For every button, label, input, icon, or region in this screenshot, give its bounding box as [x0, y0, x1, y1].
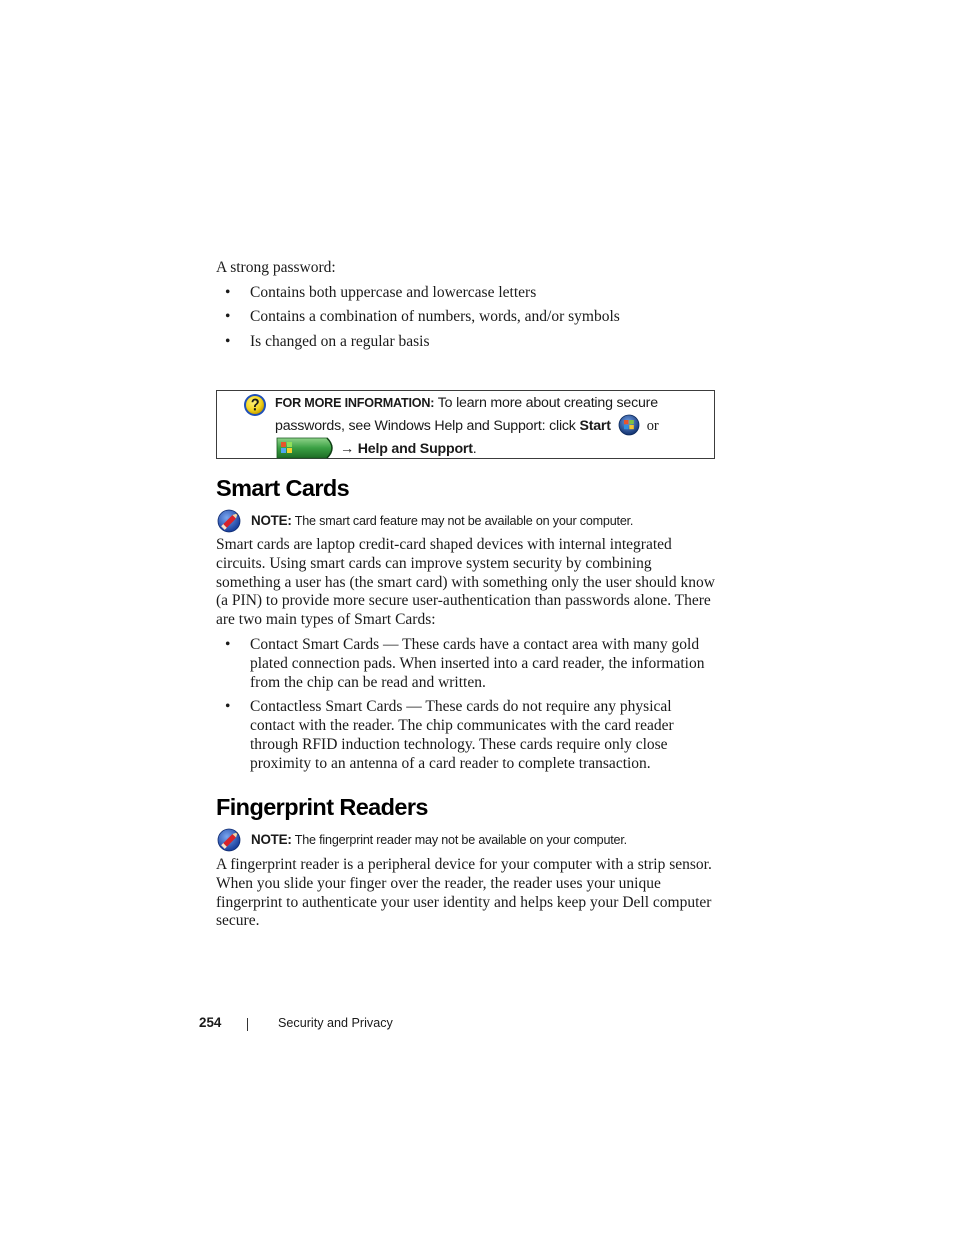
fingerprint-paragraph: A fingerprint reader is a peripheral device for your computer with a strip sensor. When you slide your finger over the reader, the reader uses your unique fingerprint to authenticate your user identity and helps keep your Dell computer secure. [216, 856, 712, 930]
fingerprint-readers-heading: Fingerprint Readers [216, 794, 428, 820]
start-label: Start [579, 418, 611, 434]
fingerprint-note [216, 828, 716, 854]
help-and-support-label: Help and Support [357, 441, 473, 457]
footer-section-title: Security and Privacy [278, 1016, 393, 1030]
more-information-box [216, 390, 715, 459]
note-pencil-icon [217, 509, 243, 533]
intro-text: A strong password: [216, 259, 336, 276]
page-number: 254 [199, 1015, 222, 1030]
password-requirements-list [216, 284, 684, 357]
windows-start-bar-icon [275, 437, 338, 459]
smart-cards-note [216, 509, 716, 535]
list-item: • Is changed on a regular basis [225, 332, 430, 350]
list-item: • Contains a combination of numbers, words, and/or symbols [225, 308, 620, 326]
card-type-name: Contact Smart Cards [250, 636, 380, 653]
list-item: • Contains both uppercase and lowercase letters [225, 284, 537, 301]
card-type-name: Contactless Smart Cards [250, 698, 403, 716]
list-item: • Contact Smart Cards — These cards have a contact area with many gold plated connection pads. When inserted into a card reader, the information from the chip can be read and written. [225, 636, 705, 691]
footer-separator [247, 1018, 248, 1031]
page-footer [199, 1015, 599, 1035]
list-item: • Contactless Smart Cards — These cards do not require any physical contact with the reader. The chip communicates with the card reader through RFID induction technology. These cards require only close proximity to an antenna of a card reader to complete transaction. [225, 698, 674, 772]
more-information-text: FOR MORE INFORMATION: To learn more about creating secure passwords, see Windows Help and Support: click Start or → Help and Support. [275, 395, 659, 457]
note-text: NOTE: The smart card feature may not be available on your computer. [251, 513, 634, 528]
windows-start-orb-icon [617, 414, 641, 436]
help-question-icon [243, 393, 267, 417]
note-text: NOTE: The fingerprint reader may not be available on your computer. [251, 832, 627, 847]
note-pencil-icon [217, 828, 243, 852]
smart-card-types-list [216, 636, 716, 780]
smart-cards-paragraph: Smart cards are laptop credit-card shaped devices with internal integrated circuits. Using smart cards can improve system security by combining something a user has (the smart card) with something only the user should know (a PIN) to provide more secure user-authentication than passwords alone. There are two main types of Smart Cards: [216, 536, 715, 629]
smart-cards-heading: Smart Cards [216, 475, 350, 501]
